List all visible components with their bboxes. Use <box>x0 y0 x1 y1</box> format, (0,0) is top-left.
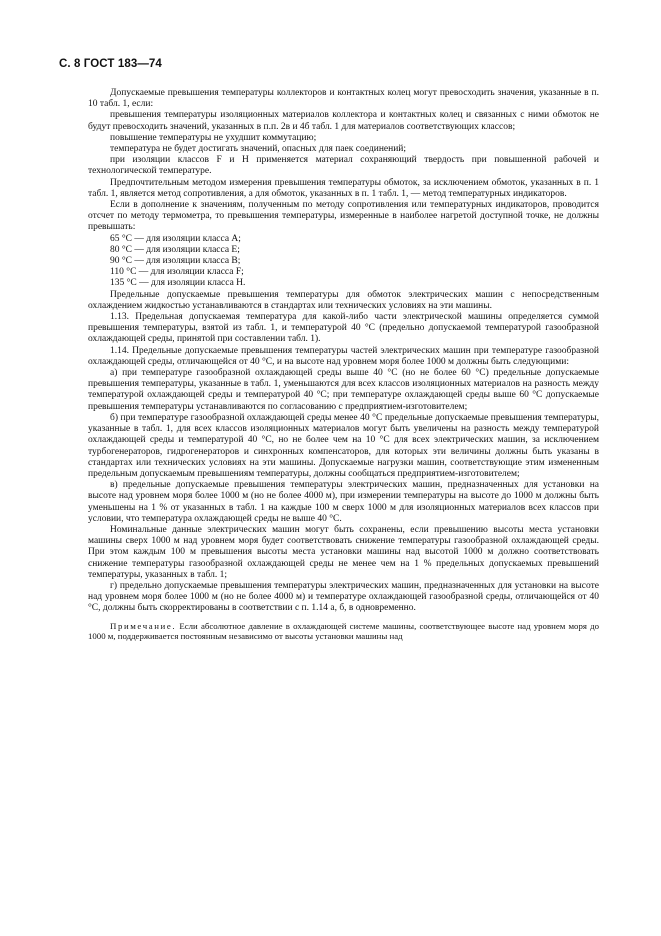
note-label: Примечание. <box>110 620 177 631</box>
paragraph: повышение температуры не ухудшит коммутацию; <box>110 132 317 143</box>
section-1-13: 1.13. Предельная допускаемая температура для какой-либо части электрической машины определяется суммой превышения температуры, взятой из табл. 1, и температурой 40 °С (предельно допускаемой температурой газообразной охлаждающей среды, принятой при составлении табл. 1). <box>88 312 599 345</box>
subitem-b: б) при температуре газообразной охлаждающей среды менее 40 °С предельные допускаемые превышения температуры, указанные в табл. 1, для всех классов изоляционных материалов могут быть увеличены на разность между температурой охлаждающей среды и температурой 40 °С, но не более чем на 10 °С для всех электрических машин, за исключением турбогенераторов, гидрогенераторов и синхронных компенсаторов, для которых эти величины должны быть указаны в стандартах или технических условиях на эти машины. Допускаемые нагрузки машин, соответствующие этим измененным предельным допускаемым превышениям температуры, должны сообщаться предприятием-изготовителем; <box>88 412 599 479</box>
paragraph: при изоляции классов F и H применяется материал сохраняющий твердость при повышенной рабочей и технологической температуре. <box>88 155 599 177</box>
paragraph: Предпочтительным методом измерения превышения температуры обмоток, за исключением обмоток, указанных в п. 1 табл. 1, является метод сопротивления, а для обмоток, указанных в п. 1 табл. 1, — метод температурных индикаторов. <box>88 177 599 199</box>
paragraph: температура не будет достигать значений, опасных для паек соединений; <box>110 144 407 155</box>
subitem-a: а) при температуре газообразной охлаждающей среды выше 40 °С (но не более 60 °С) предельные допускаемые превышения температуры, указанные в табл. 1, уменьшаются для всех классов изоляционных материалов на разность между температурой охлаждающей среды и температурой 40 °С; при температуре охлаждающей среды выше 60 °С допускаемые превышения температуры устанавливаются по согласованию с предприятием-изготовителем; <box>88 368 599 412</box>
list-item: 65 °С — для изоляции класса А; <box>110 233 241 244</box>
paragraph: Если в дополнение к значениям, полученным по методу сопротивления или температурных индикаторов, проводится отсчет по методу термометра, то превышения температуры, измеренные в наиболее нагретой доступной точке, не должны превышать: <box>88 200 599 233</box>
list-item: 135 °С — для изоляции класса Н. <box>110 278 246 289</box>
subitem-v: в) предельные допускаемые превышения температуры электрических машин, предназначенных для установки на высоте над уровнем моря более 1000 м (но не более 4000 м), при измерении температуры на высоте до 1000 м должны быть уменьшены на 1 % от указанных в табл. 1 на каждые 100 м сверх 1000 м для изоляционных материалов всех классов при условии, что температура охлаждающей среды не выше 40 °С. <box>88 480 599 524</box>
list-item: 80 °С — для изоляции класса Е; <box>110 244 240 255</box>
list-item: 90 °С — для изоляции класса В; <box>110 256 241 267</box>
subitem-g: г) предельно допускаемые превышения температуры электрических машин, предназначенных для установки на высоте над уровнем моря более 1000 м (но не более 4000 м) и температуре охлаждающей газообразной среды, отличающейся от 40 °С, должны быть скорректированы в соответствии с п. 1.14 а, б, в одновременно. <box>88 580 599 614</box>
paragraph: Допускаемые превышения температуры коллекторов и контактных колец могут превосходить значения, указанные в п. 10 табл. 1, если: <box>88 88 599 110</box>
note-text: Если абсолютное давление в охлаждающей системе машины, соответствующее высоте над уровнем моря до 1000 м, поддерживается постоянным независимо от высоты установки машины над <box>88 620 599 642</box>
paragraph: превышения температуры изоляционных материалов коллектора и контактных колец и связанных с ними обмоток не будут превосходить значений, указанных в п.п. 2в и 4б табл. 1 для материалов соответствующих классов; <box>88 110 599 132</box>
paragraph: Предельные допускаемые превышения температуры для обмоток электрических машин с непосредственным охлаждением жидкостью устанавливаются в стандартах или технических условиях на эти машины. <box>88 289 599 311</box>
document-body <box>88 88 599 642</box>
page-header: С. 8 ГОСТ 183—74 <box>59 58 162 70</box>
note <box>88 621 599 642</box>
paragraph: Номинальные данные электрических машин могут быть сохранены, если превышению высоты места установки машины сверх 1000 м над уровнем моря будет соответствовать снижение температуры газообразной охлаждающей среды. При этом каждым 100 м превышения высоты места установки машины над высотой 1000 м должно соответствовать снижение температуры газообразной охлаждающей среды не менее чем на 1 % предельных допускаемых превышений температуры, указанных в табл. 1; <box>88 524 599 580</box>
section-1-14: 1.14. Предельные допускаемые превышения температуры частей электрических машин при температуре газообразной охлаждающей среды, отличающейся от 40 °С, и на высоте над уровнем моря более 1000 м должны быть следующими: <box>88 345 599 367</box>
list-item: 110 °С — для изоляции класса F; <box>110 267 244 278</box>
